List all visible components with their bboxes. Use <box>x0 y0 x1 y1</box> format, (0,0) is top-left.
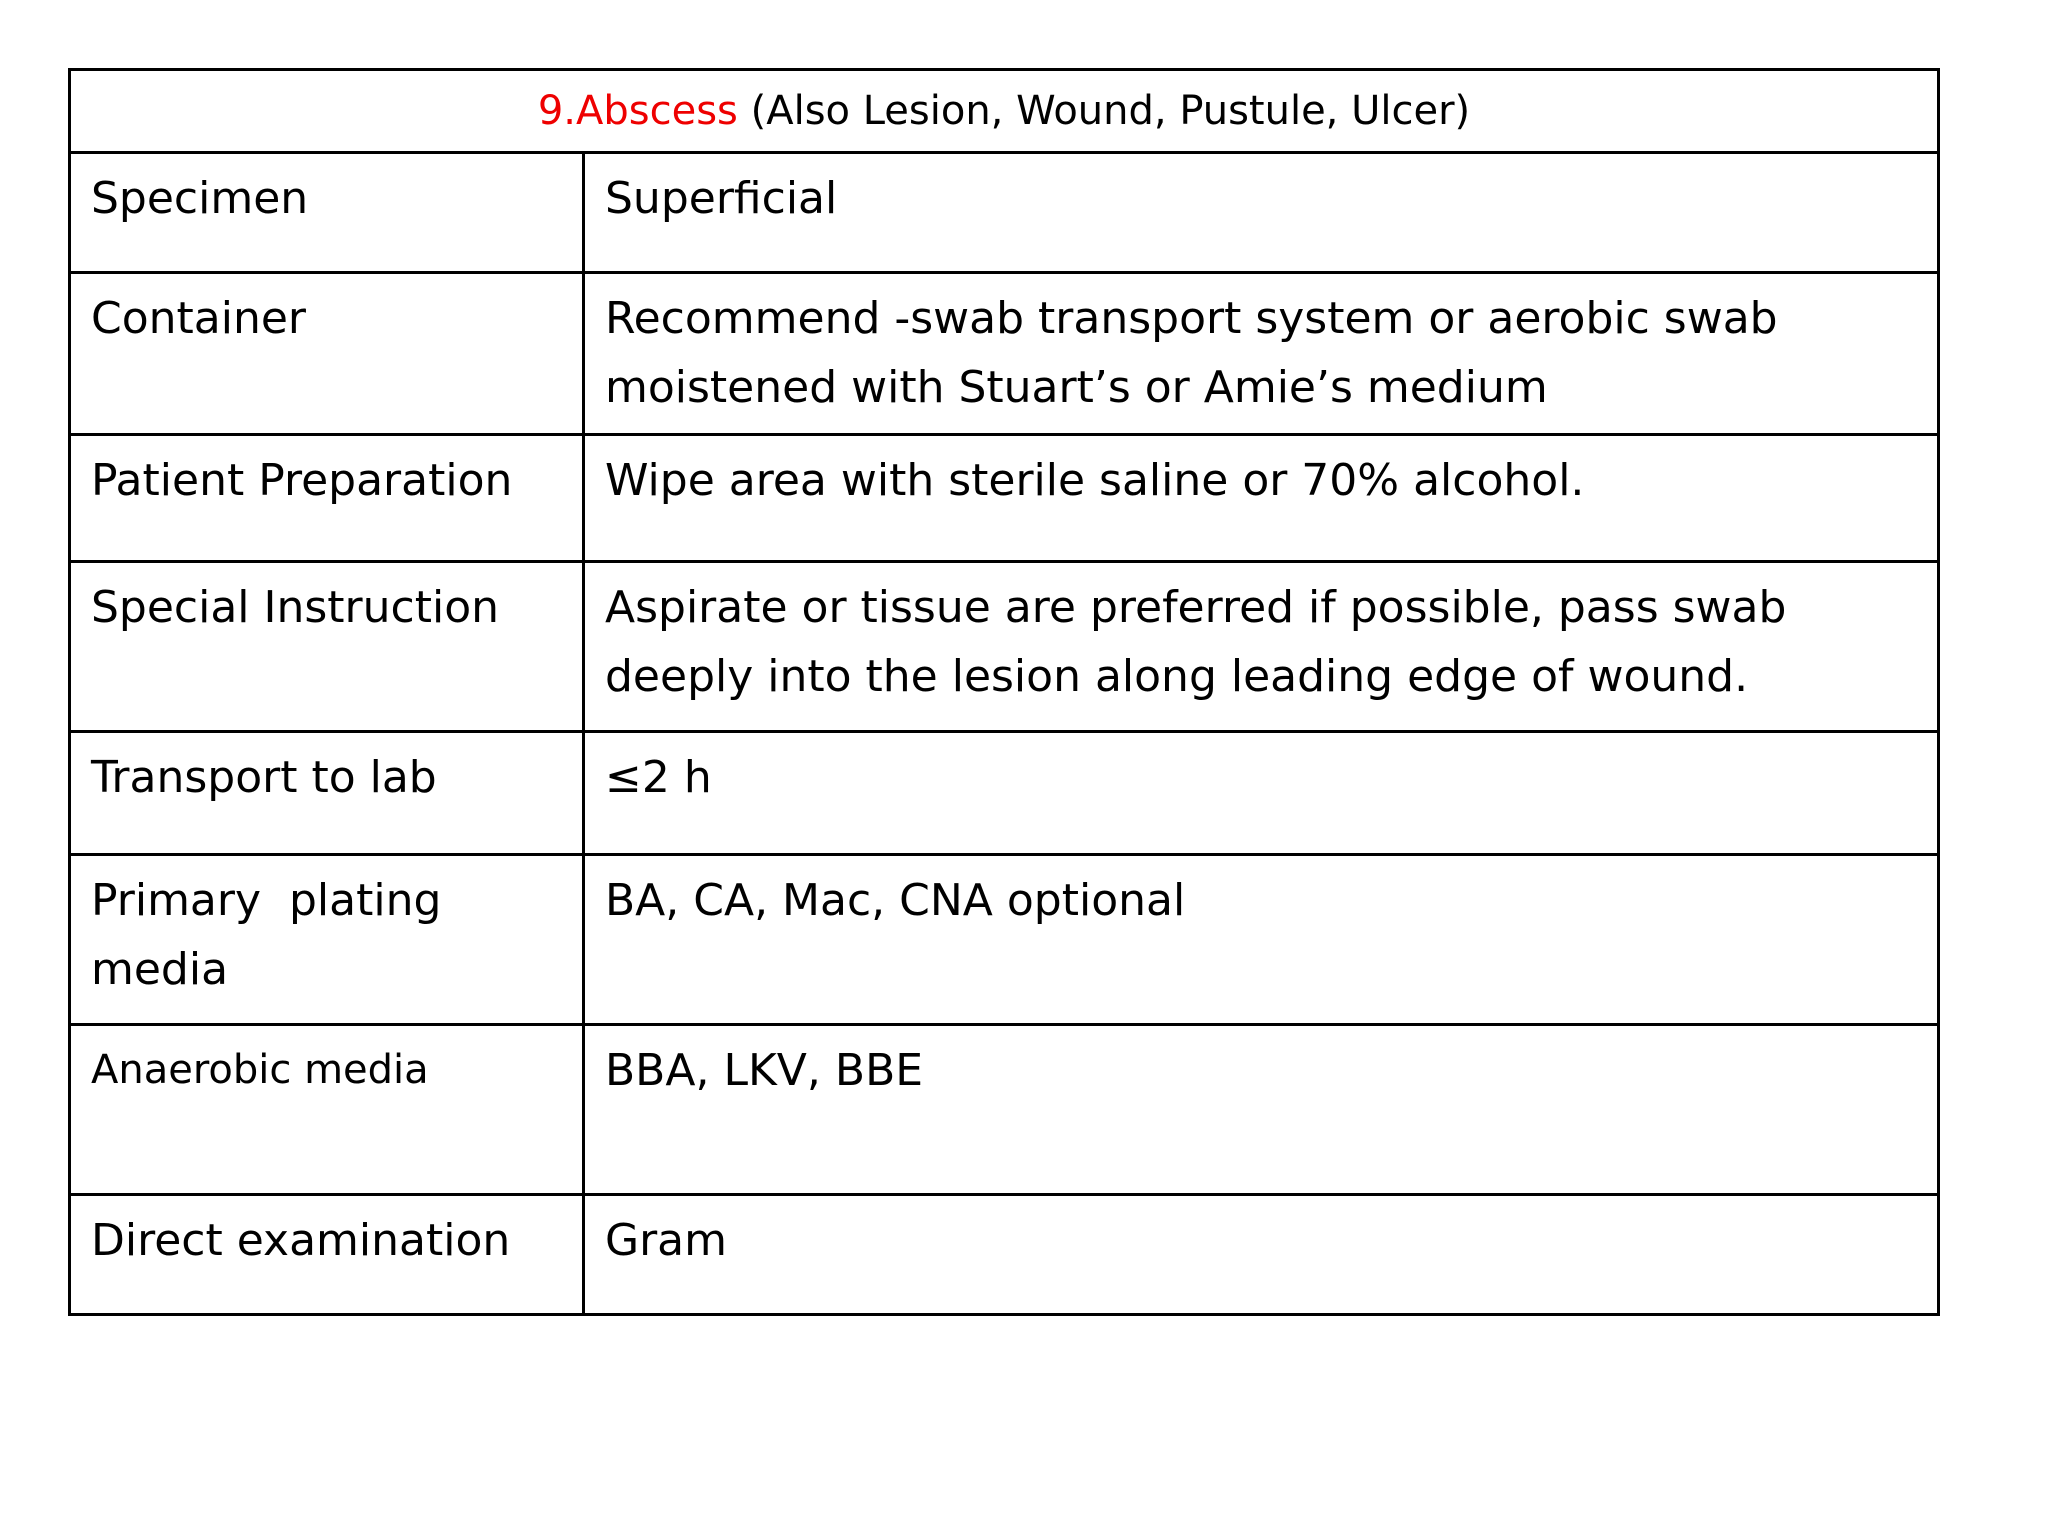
row-value-direct-examination: Gram <box>584 1195 1939 1315</box>
table-row <box>70 562 1939 732</box>
row-label-anaerobic-media: Anaerobic media <box>70 1025 584 1195</box>
row-label-transport-to-lab: Transport to lab <box>70 732 584 855</box>
row-value-specimen: Superficial <box>584 153 1939 273</box>
row-value-patient-preparation: Wipe area with sterile saline or 70% alcohol. <box>584 435 1939 562</box>
table-row <box>70 1025 1939 1195</box>
row-value-transport-to-lab: ≤2 h <box>584 732 1939 855</box>
table-title-row <box>70 70 1939 153</box>
table-title <box>70 70 1939 153</box>
row-value-anaerobic-media: BBA, LKV, BBE <box>584 1025 1939 1195</box>
row-label-special-instruction: Special Instruction <box>70 562 584 732</box>
row-value-special-instruction: Aspirate or tissue are preferred if possible, pass swab deeply into the lesion along leading edge of wound. <box>584 562 1939 732</box>
row-label-specimen: Specimen <box>70 153 584 273</box>
row-label-primary-plating-media: Primary plating media <box>70 855 584 1025</box>
row-label-patient-preparation: Patient Preparation <box>70 435 584 562</box>
table-title-main: 9.Abscess <box>537 88 738 134</box>
row-label-direct-examination: Direct examination <box>70 1195 584 1315</box>
table-row <box>70 732 1939 855</box>
table-row <box>70 855 1939 1025</box>
row-value-primary-plating-media: BA, CA, Mac, CNA optional <box>584 855 1939 1025</box>
table-title-sub: (Also Lesion, Wound, Pustule, Ulcer) <box>737 88 1471 134</box>
row-value-container: Recommend -swab transport system or aerobic swab moistened with Stuart’s or Amie’s medium <box>584 273 1939 435</box>
table-row <box>70 435 1939 562</box>
row-label-container: Container <box>70 273 584 435</box>
table-row <box>70 153 1939 273</box>
specimen-collection-table <box>68 68 1940 1316</box>
table-row <box>70 273 1939 435</box>
table-row <box>70 1195 1939 1315</box>
